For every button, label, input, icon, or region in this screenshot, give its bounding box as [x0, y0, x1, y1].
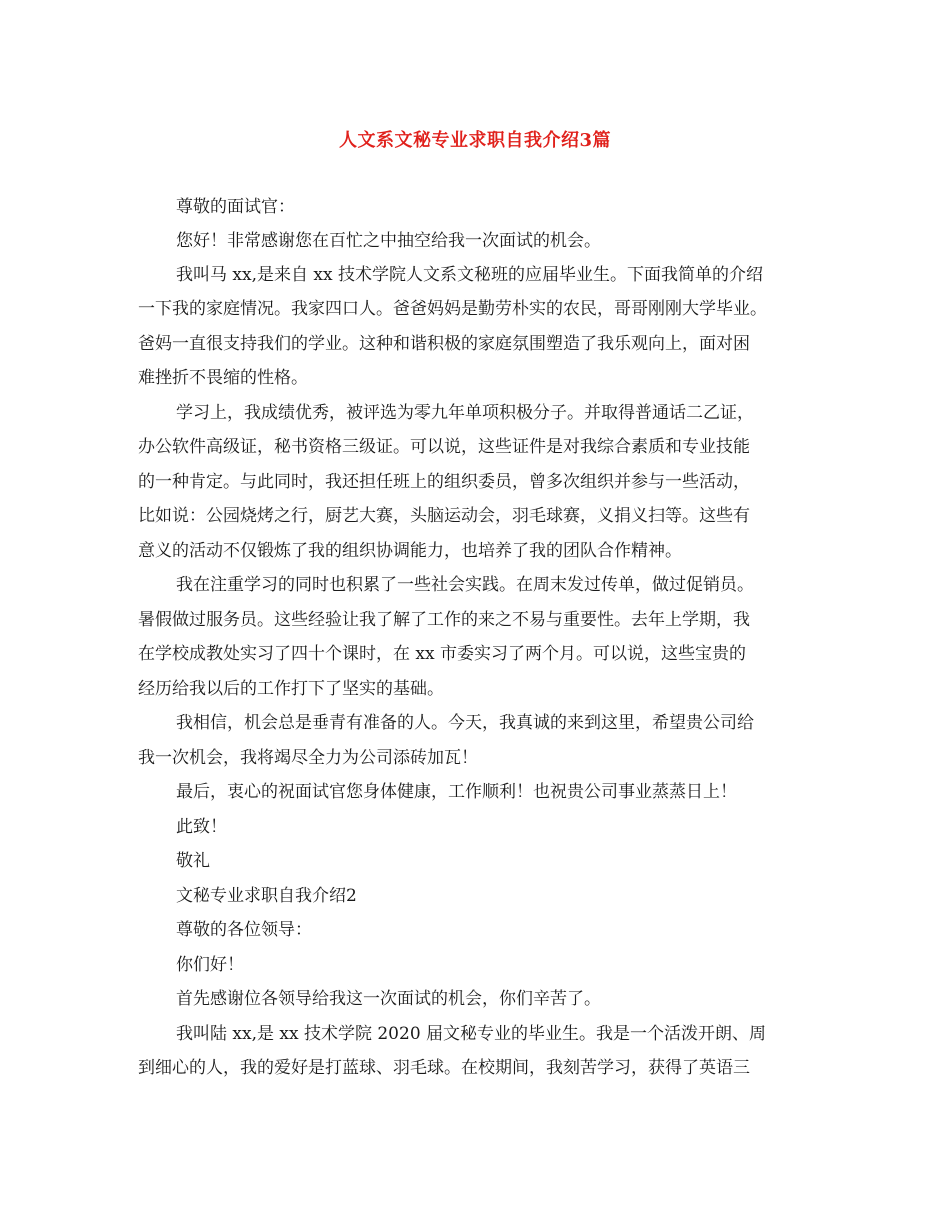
paragraph-line: 一下我的家庭情况。我家四口人。爸爸妈妈是勤劳朴实的农民，哥哥刚刚大学毕业。 — [138, 299, 767, 319]
paragraph-line: 我在注重学习的同时也积累了一些社会实践。在周末发过传单，做过促销员。 — [176, 575, 754, 595]
document-title: 人文系文秘专业求职自我介绍3篇 — [338, 130, 612, 151]
paragraph-line: 暑假做过服务员。这些经验让我了解了工作的来之不易与重要性。去年上学期，我 — [138, 610, 750, 630]
paragraph-line: 到细心的人，我的爱好是打蓝球、羽毛球。在校期间，我刻苦学习，获得了英语三 — [138, 1058, 750, 1078]
paragraph-line: 你们好！ — [176, 955, 244, 975]
paragraph-line: 难挫折不畏缩的性格。 — [138, 368, 308, 388]
paragraph-line: 最后，衷心的祝面试官您身体健康，工作顺利！也祝贵公司事业蒸蒸日上！ — [176, 782, 737, 802]
paragraph-line: 此致！ — [176, 817, 227, 837]
paragraph-line: 办公软件高级证，秘书资格三级证。可以说，这些证件是对我综合素质和专业技能 — [138, 437, 750, 457]
paragraph-line: 我相信，机会总是垂青有准备的人。今天，我真诚的来到这里，希望贵公司给 — [176, 713, 754, 733]
paragraph-line: 学习上，我成绩优秀，被评选为零九年单项积极分子。并取得普通话二乙证， — [176, 403, 754, 423]
paragraph-line: 经历给我以后的工作打下了坚实的基础。 — [138, 679, 444, 699]
paragraph-line: 尊敬的面试官： — [176, 197, 295, 217]
paragraph-line: 爸妈一直很支持我们的学业。这种和谐积极的家庭氛围塑造了我乐观向上，面对困 — [138, 334, 750, 354]
paragraph-line: 在学校成教处实习了四十个课时，在 xx 市委实习了两个月。可以说，这些宝贵的 — [138, 644, 746, 664]
paragraph-line: 首先感谢位各领导给我这一次面试的机会，你们辛苦了。 — [176, 989, 601, 1009]
paragraph-line: 我一次机会，我将竭尽全力为公司添砖加瓦！ — [138, 748, 478, 768]
section-heading: 文秘专业求职自我介绍2 — [176, 886, 357, 906]
paragraph-line: 敬礼 — [176, 851, 210, 871]
paragraph-line: 您好！非常感谢您在百忙之中抽空给我一次面试的机会。 — [176, 231, 601, 251]
paragraph-line: 的一种肯定。与此同时，我还担任班上的组织委员，曾多次组织并参与一些活动， — [138, 472, 750, 492]
paragraph-line: 尊敬的各位领导： — [176, 920, 312, 940]
paragraph-line: 我叫马 xx,是来自 xx 技术学院人文系文秘班的应届毕业生。下面我简单的介绍 — [176, 265, 763, 285]
paragraph-line: 我叫陆 xx,是 xx 技术学院 2020 届文秘专业的毕业生。我是一个活泼开朗、周 — [176, 1024, 767, 1044]
paragraph-line: 意义的活动不仅锻炼了我的组织协调能力，也培养了我的团队合作精神。 — [138, 541, 682, 561]
paragraph-line: 比如说：公园烧烤之行，厨艺大赛，头脑运动会，羽毛球赛，义捐义扫等。这些有 — [138, 506, 750, 526]
